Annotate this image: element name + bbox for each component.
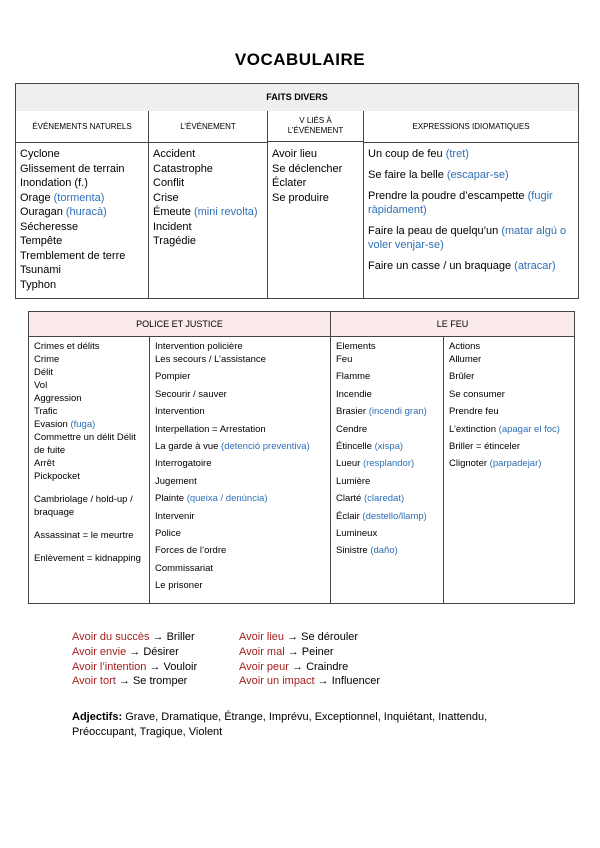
list-item: Sécheresse [20,220,79,233]
crimes-title: Crimes et délits [34,341,100,352]
list-item: Secourir / sauver [155,388,227,400]
list-item: Flamme [336,371,371,383]
list-item: Avoir peur → Craindre [239,660,349,673]
list-item: Assassinat = le meurtre [34,530,134,541]
list-item: La garde à vue (detenció preventiva) [155,440,310,452]
list-item: Interpellation = Arrestation [155,423,266,435]
list-item: Avoir envie → Désirer [72,645,179,658]
actions-list [444,336,574,603]
header-evenements-naturels: ÉVÉNEMENTS NATURELS [16,111,148,143]
list-item: Plainte (queixa / denúncia) [155,493,268,505]
list-item: Émeute (mini revolta) [153,206,258,218]
list-item: Clarté (claredat) [336,493,405,505]
list-item: Se produire [272,191,329,204]
list-item: Le prisoner [155,580,203,592]
header-evenement: L’ÉVÉNEMENT [149,111,267,143]
actions-title: Actions [449,341,481,352]
list-item: Interrogatoire [155,458,212,470]
list-item: Se faire la belle (escapar-se) [368,169,509,181]
list-item: Étincelle (xispa) [336,440,404,452]
avoir-expressions-left [72,630,197,689]
list-item: Lueur (resplandor) [336,458,415,470]
list-item: Tragédie [153,235,197,247]
list-item: Aggression [34,393,82,404]
evenement-list [149,142,267,298]
list-item: Faire un casse / un braquage (atracar) [368,260,556,272]
list-item: Jugement [155,475,197,487]
list-item: Incendie [336,388,372,400]
list-item: Forces de l’ordre [155,545,227,557]
list-item: Inondation (f.) [20,177,88,189]
list-item: Faire la peau de quelqu’un (matar algú o voler venjar-se) [368,225,567,251]
header-expressions: EXPRESSIONS IDIOMATIQUES [364,111,578,143]
list-item: Incident [153,220,192,233]
faits-divers-table [15,83,579,299]
expressions-list [364,142,578,298]
list-item: Brasier (incendi gran) [336,406,427,418]
list-item: Cyclone [20,148,60,160]
elements-title: Elements [336,341,376,352]
list-item: L’extinction (apagar el foc) [449,423,560,435]
list-item: Délit [34,367,54,378]
list-item: Un coup de feu (tret) [368,148,469,160]
list-item: Avoir mal → Peiner [239,645,334,658]
crimes-list [29,336,149,603]
list-item: Avoir lieu → Se dérouler [239,631,359,643]
list-item: Catastrophe [153,162,213,175]
verbes-list [268,142,363,298]
adjectifs-label: Adjectifs: [72,711,123,723]
list-item: Typhon [20,278,57,291]
avoir-expressions-right [239,630,380,689]
list-item: Orage (tormenta) [20,191,105,204]
list-item: Accident [153,148,196,160]
list-item: Feu [336,354,353,365]
list-item: Avoir lieu [272,148,318,160]
list-item: Prendre la poudre d’escampette (fugir ràpidament) [368,190,553,216]
list-item: Glissement de terrain [20,162,125,175]
list-item: Pickpocket [34,471,80,482]
page-title: VOCABULAIRE [234,50,366,69]
list-item: Intervenir [155,510,195,522]
list-item: Lumineux [336,527,378,539]
list-item: Tsunami [20,264,61,276]
list-item: Vol [34,380,48,391]
header-verbes: V LIÉS À L’ÉVÉNEMENT [268,111,363,142]
elements-list [331,336,443,603]
police-feu-table [28,311,575,604]
list-item: Les secours / L’assistance [155,354,266,365]
list-item: Se déclencher [272,162,343,175]
list-item: Tremblement de terre [20,249,126,262]
list-item: Tempête [20,235,63,247]
list-item: Avoir un impact → Influencer [239,675,381,688]
list-item: Intervention [155,406,205,418]
list-item: Clignoter (parpadejar) [449,458,542,470]
adjectifs-paragraph [72,710,552,740]
list-item: Allumer [449,354,482,365]
list-item: Arrêt [34,458,55,469]
list-item: Conflit [153,177,185,189]
list-item: Commissariat [155,562,214,574]
list-item: Brûler [449,371,475,383]
list-item: Avoir l’intention → Vouloir [72,660,198,673]
list-item: Avoir tort → Se tromper [72,675,188,688]
list-item: Briller = étinceler [449,440,521,452]
list-item: Se consumer [449,388,505,400]
list-item: Éclater [272,177,307,189]
naturels-list [16,142,148,298]
list-item: Cendre [336,423,368,435]
intervention-list [150,336,330,603]
adjectifs-text: Grave, Dramatique, Étrange, Imprévu, Exceptionnel, Inquiétant, Inattendu, Préoccupant, Tragique, Violent [72,711,488,738]
list-item: Ouragan (huracà) [20,206,107,218]
list-item: Pompier [155,371,191,383]
header-le-feu: LE FEU [331,312,574,337]
list-item: Sinistre (daño) [336,545,398,557]
list-item: Crise [153,191,179,204]
list-item: Lumière [336,475,371,487]
header-police-justice: POLICE ET JUSTICE [29,312,330,337]
list-item: Avoir du succès → Briller [72,631,195,643]
list-item: Trafic [34,406,58,417]
list-item: Police [155,527,181,539]
list-item: Commettre un délit Délit de fuite [34,432,136,456]
list-item: Crime [34,354,60,365]
list-item: Éclair (destello/llamp) [336,510,427,522]
faits-divers-caption: FAITS DIVERS [16,84,578,112]
list-item: Cambriolage / hold-up / braquage [34,494,133,518]
list-item: Prendre feu [449,406,499,418]
intervention-title: Intervention policière [155,341,243,352]
list-item: Evasion (fuga) [34,419,96,430]
list-item: Enlèvement = kidnapping [34,553,141,564]
